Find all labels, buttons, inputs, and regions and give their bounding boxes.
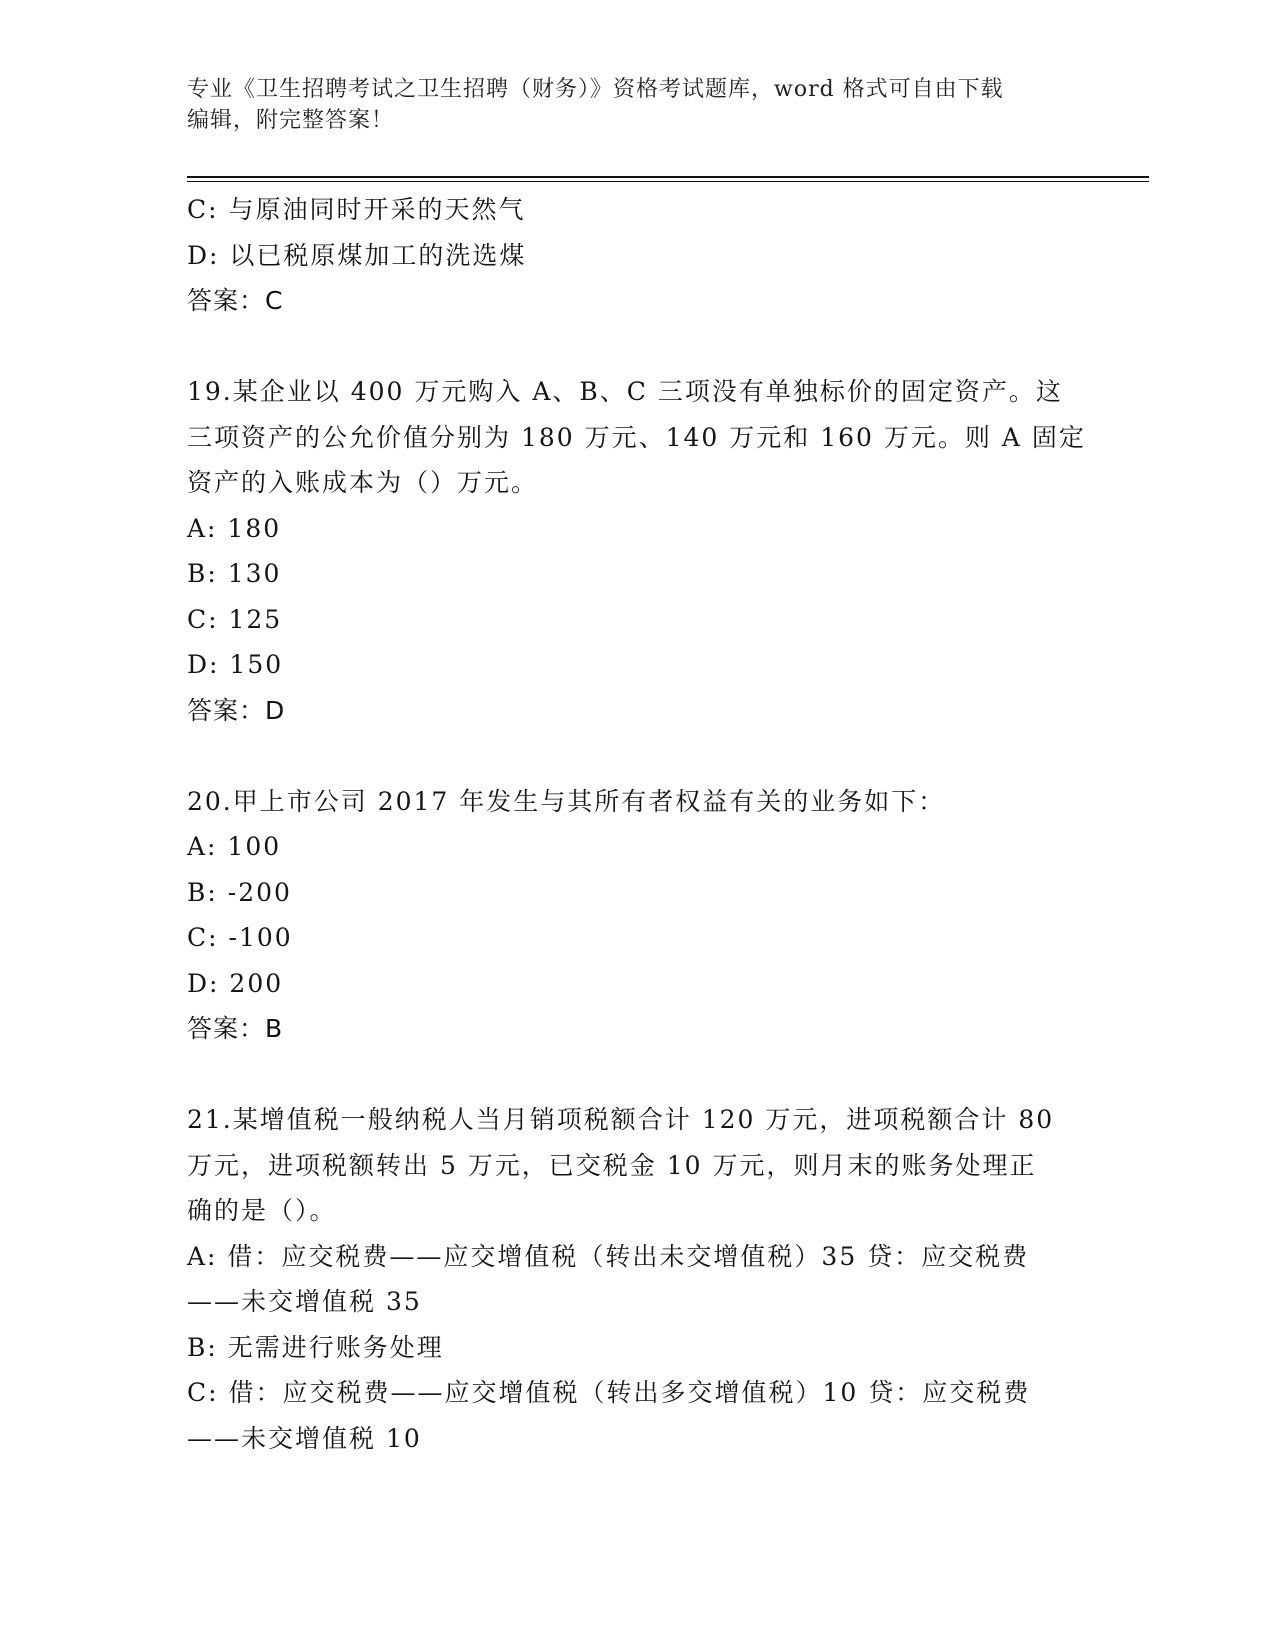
header-line-1: 专业《卫生招聘考试之卫生招聘（财务）》资格考试题库，word 格式可自由下载 [187, 77, 1004, 102]
question-text-line: 三项资产的公允价值分别为 180 万元、140 万元和 160 万元。则 A 固定 [187, 422, 1086, 452]
option-a: A: 180 [187, 513, 282, 543]
prev-question [187, 187, 1087, 324]
question-19 [187, 369, 1087, 733]
option-c: C: 125 [187, 604, 283, 634]
option-b: B: 无需进行账务处理 [187, 1332, 444, 1362]
header-line-2: 编辑，附完整答案！ [187, 108, 395, 133]
question-text-line: 万元，进项税额转出 5 万元，已交税金 10 万元，则月末的账务处理正 [187, 1150, 1037, 1180]
question-text-line: 20.甲上市公司 2017 年发生与其所有者权益有关的业务如下： [187, 786, 946, 816]
spacer [187, 733, 1087, 779]
option-d: D: 150 [187, 650, 284, 679]
option-b: B: -200 [187, 877, 292, 907]
option-a: A: 100 [187, 832, 282, 861]
option-a: A: 借：应交税费——应交增值税（转出未交增值税）35 贷：应交税费 [187, 1241, 1030, 1271]
option-d: D: 200 [187, 968, 284, 998]
spacer [187, 324, 1087, 370]
option-b: B: 130 [187, 559, 282, 588]
option-c-continued: ——未交增值税 10 [187, 1423, 422, 1453]
question-21 [187, 1097, 1087, 1461]
answer-line: 答案：D [187, 695, 286, 725]
option-d: D: 以已税原煤加工的洗选煤 [187, 240, 527, 270]
spacer [187, 1052, 1087, 1098]
document-header [187, 74, 1087, 136]
option-c: C: -100 [187, 923, 293, 952]
question-text-line: 19.某企业以 400 万元购入 A、B、C 三项没有单独标价的固定资产。这 [187, 377, 1063, 406]
answer-line: 答案：B [187, 1014, 284, 1043]
option-c: C: 借：应交税费——应交增值税（转出多交增值税）10 贷：应交税费 [187, 1378, 1031, 1407]
answer-line: 答案：C [187, 286, 284, 315]
header-divider-thin [187, 181, 1149, 182]
question-text-line: 资产的入账成本为（）万元。 [187, 468, 539, 497]
option-a-continued: ——未交增值税 35 [187, 1287, 422, 1316]
question-list [187, 187, 1087, 1461]
option-c: C: 与原油同时开采的天然气 [187, 195, 526, 224]
question-20 [187, 779, 1087, 1052]
question-text-line: 21.某增值税一般纳税人当月销项税额合计 120 万元，进项税额合计 80 [187, 1105, 1055, 1134]
question-text-line: 确的是（）。 [187, 1196, 337, 1225]
header-divider-thick [187, 176, 1149, 178]
